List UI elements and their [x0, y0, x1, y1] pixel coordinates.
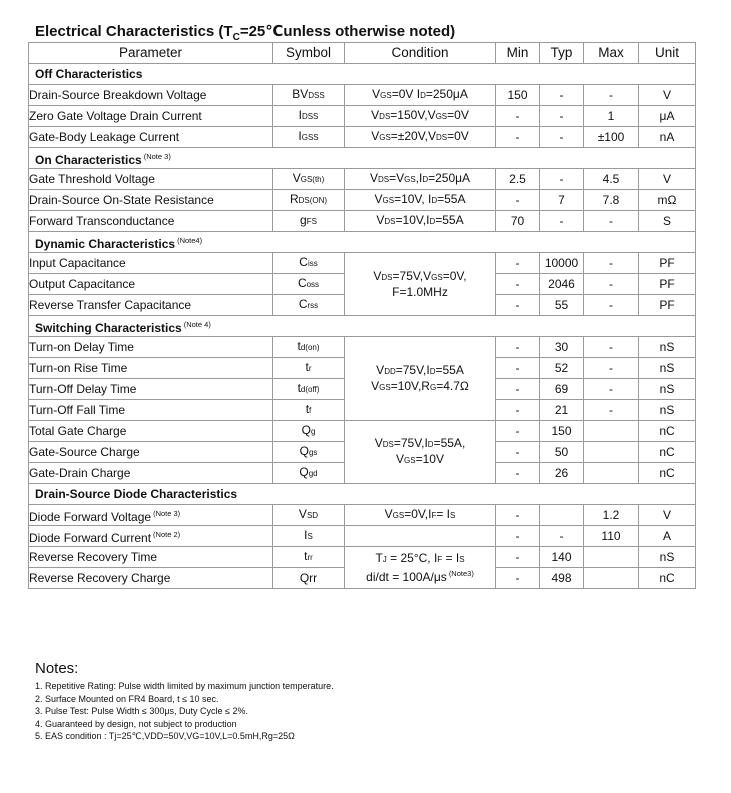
param-cell: Input Capacitance [29, 253, 273, 274]
header-unit: Unit [639, 43, 696, 64]
min-cell: - [496, 295, 540, 316]
typ-cell: 10000 [540, 253, 584, 274]
note-item: 1. Repetitive Rating: Pulse width limited by maximum junction temperature. [35, 681, 334, 691]
param-cell: Reverse Recovery Charge [29, 568, 273, 589]
max-cell: - [584, 379, 639, 400]
header-max: Max [584, 43, 639, 64]
unit-cell: PF [639, 295, 696, 316]
typ-cell: - [540, 127, 584, 148]
section-title: Dynamic Characteristics $^{(Note4)}$ [29, 232, 696, 253]
symbol-cell: IGSS [273, 127, 345, 148]
max-cell: 110 [584, 526, 639, 547]
unit-cell: nA [639, 127, 696, 148]
unit-cell: V [639, 85, 696, 106]
symbol-cell: IDSS [273, 106, 345, 127]
table-row [29, 421, 696, 442]
condition-cell: VDS=75V,VGS=0V, F=1.0MHz [345, 253, 496, 316]
condition-cell: VGS=±20V,VDS=0V [345, 127, 496, 148]
min-cell: - [496, 106, 540, 127]
condition-cell: VDD=75V,ID=55A VGS=10V,RG=4.7Ω [345, 337, 496, 421]
unit-cell: nC [639, 442, 696, 463]
min-cell: - [496, 505, 540, 526]
condition-cell: VGS=0V,IF= IS [345, 505, 496, 526]
condition-cell: VGS=0V ID=250μA [345, 85, 496, 106]
symbol-cell: Qgd [273, 463, 345, 484]
param-cell: Drain-Source On-State Resistance [29, 190, 273, 211]
param-cell: Turn-on Delay Time [29, 337, 273, 358]
section-title: Switching Characteristics $^{(Note 4)}$ [29, 316, 696, 337]
unit-cell: nC [639, 568, 696, 589]
typ-cell: - [540, 526, 584, 547]
typ-cell: 69 [540, 379, 584, 400]
param-cell: Total Gate Charge [29, 421, 273, 442]
unit-cell: nC [639, 463, 696, 484]
typ-cell: 21 [540, 400, 584, 421]
typ-cell: 150 [540, 421, 584, 442]
notes-title: Notes: [35, 660, 79, 677]
typ-cell: 50 [540, 442, 584, 463]
typ-cell: 30 [540, 337, 584, 358]
condition-cell: VDS=75V,ID=55A, VGS=10V [345, 421, 496, 484]
table-row [29, 526, 696, 547]
param-cell: Gate-Source Charge [29, 442, 273, 463]
min-cell: - [496, 463, 540, 484]
typ-cell: - [540, 85, 584, 106]
symbol-cell: Coss [273, 274, 345, 295]
typ-cell: 7 [540, 190, 584, 211]
table-row [29, 169, 696, 190]
max-cell: - [584, 211, 639, 232]
section-row-diode [29, 484, 696, 505]
unit-cell: μA [639, 106, 696, 127]
max-cell: - [584, 253, 639, 274]
typ-cell: - [540, 169, 584, 190]
max-cell: - [584, 358, 639, 379]
header-parameter: Parameter [29, 43, 273, 64]
unit-cell: S [639, 211, 696, 232]
min-cell: - [496, 400, 540, 421]
unit-cell: mΩ [639, 190, 696, 211]
electrical-characteristics-table [28, 42, 696, 589]
typ-cell: 2046 [540, 274, 584, 295]
min-cell: - [496, 358, 540, 379]
condition-cell: TJ = 25°C, IF = IS di/dt = 100A/μs $^{(Note3)}$ [345, 547, 496, 589]
min-cell: 2.5 [496, 169, 540, 190]
symbol-cell: VGS(th) [273, 169, 345, 190]
param-cell: Turn-on Rise Time [29, 358, 273, 379]
condition-cell: VDS=150V,VGS=0V [345, 106, 496, 127]
max-cell: - [584, 337, 639, 358]
table-row [29, 505, 696, 526]
typ-cell: 52 [540, 358, 584, 379]
header-row [29, 43, 696, 64]
header-typ: Typ [540, 43, 584, 64]
section-row-on [29, 148, 696, 169]
typ-cell: 498 [540, 568, 584, 589]
min-cell: - [496, 253, 540, 274]
symbol-cell: IS [273, 526, 345, 547]
min-cell: - [496, 127, 540, 148]
typ-cell: 26 [540, 463, 584, 484]
unit-cell: A [639, 526, 696, 547]
condition-cell [345, 526, 496, 547]
symbol-cell: trr [273, 547, 345, 568]
notes-section [35, 660, 334, 743]
section-title: Drain-Source Diode Characteristics [29, 484, 696, 505]
param-cell: Reverse Recovery Time [29, 547, 273, 568]
max-cell: 7.8 [584, 190, 639, 211]
param-cell: Zero Gate Voltage Drain Current [29, 106, 273, 127]
min-cell: - [496, 379, 540, 400]
typ-cell [540, 505, 584, 526]
symbol-cell: VSD [273, 505, 345, 526]
header-condition: Condition [345, 43, 496, 64]
param-cell: Diode Forward Current $^{(Note 2)}$ [29, 526, 273, 547]
table-row [29, 106, 696, 127]
max-cell [584, 568, 639, 589]
table-row [29, 127, 696, 148]
symbol-cell: tf [273, 400, 345, 421]
note-item: 4. Guaranteed by design, not subject to production [35, 718, 237, 729]
param-cell: Gate-Drain Charge [29, 463, 273, 484]
symbol-cell: tr [273, 358, 345, 379]
min-cell: 70 [496, 211, 540, 232]
condition-cell: VGS=10V, ID=55A [345, 190, 496, 211]
param-cell: Diode Forward Voltage $^{(Note 3)}$ [29, 505, 273, 526]
max-cell: - [584, 295, 639, 316]
max-cell [584, 421, 639, 442]
typ-cell: 140 [540, 547, 584, 568]
symbol-cell: Crss [273, 295, 345, 316]
typ-cell: - [540, 106, 584, 127]
symbol-cell: gFS [273, 211, 345, 232]
max-cell [584, 463, 639, 484]
min-cell: - [496, 568, 540, 589]
symbol-cell: Qrr [273, 568, 345, 589]
max-cell [584, 547, 639, 568]
symbol-cell: td(on) [273, 337, 345, 358]
max-cell: 1.2 [584, 505, 639, 526]
section-row-switching [29, 316, 696, 337]
min-cell: - [496, 547, 540, 568]
section-title: Off Characteristics [29, 64, 696, 85]
table-row [29, 85, 696, 106]
min-cell: - [496, 190, 540, 211]
section-row-off [29, 64, 696, 85]
min-cell: - [496, 526, 540, 547]
max-cell: 1 [584, 106, 639, 127]
min-cell: - [496, 442, 540, 463]
param-cell: Output Capacitance [29, 274, 273, 295]
table-row [29, 190, 696, 211]
section-row-dynamic [29, 232, 696, 253]
unit-cell: V [639, 505, 696, 526]
section-title: On Characteristics $^{(Note 3)}$ [29, 148, 696, 169]
min-cell: - [496, 421, 540, 442]
table-row [29, 337, 696, 358]
condition-cell: VDS=VGS,ID=250μA [345, 169, 496, 190]
param-cell: Reverse Transfer Capacitance [29, 295, 273, 316]
symbol-cell: Ciss [273, 253, 345, 274]
unit-cell: nS [639, 379, 696, 400]
typ-cell: - [540, 211, 584, 232]
unit-cell: nS [639, 400, 696, 421]
page-title: Electrical Characteristics ($T_C=25℃unless$ otherwise noted) [35, 23, 456, 43]
param-cell: Turn-Off Delay Time [29, 379, 273, 400]
table-row [29, 253, 696, 274]
symbol-cell: Qgs [273, 442, 345, 463]
table-row [29, 547, 696, 568]
max-cell: - [584, 400, 639, 421]
symbol-cell: RDS(ON) [273, 190, 345, 211]
min-cell: - [496, 274, 540, 295]
unit-cell: PF [639, 253, 696, 274]
symbol-cell: Qg [273, 421, 345, 442]
table-row [29, 211, 696, 232]
max-cell [584, 442, 639, 463]
param-cell: Gate-Body Leakage Current [29, 127, 273, 148]
param-cell: Turn-Off Fall Time [29, 400, 273, 421]
unit-cell: nS [639, 337, 696, 358]
unit-cell: PF [639, 274, 696, 295]
param-cell: Forward Transconductance [29, 211, 273, 232]
symbol-cell: BVDSS [273, 85, 345, 106]
min-cell: - [496, 337, 540, 358]
max-cell: 4.5 [584, 169, 639, 190]
min-cell: 150 [496, 85, 540, 106]
unit-cell: V [639, 169, 696, 190]
typ-cell: 55 [540, 295, 584, 316]
note-item: 5. EAS condition : Tj=25℃,VDD=50V,VG=10V,L=0.5mH,Rg=25Ω [35, 731, 295, 741]
condition-cell: VDS=10V,ID=55A [345, 211, 496, 232]
unit-cell: nC [639, 421, 696, 442]
symbol-cell: td(off) [273, 379, 345, 400]
unit-cell: nS [639, 358, 696, 379]
max-cell: - [584, 274, 639, 295]
note-item: 3. Pulse Test: Pulse Width ≤ 300μs, Duty Cycle ≤ 2%. [35, 706, 248, 716]
header-symbol: Symbol [273, 43, 345, 64]
unit-cell: nS [639, 547, 696, 568]
param-cell: Drain-Source Breakdown Voltage [29, 85, 273, 106]
param-cell: Gate Threshold Voltage [29, 169, 273, 190]
max-cell: - [584, 85, 639, 106]
max-cell: ±100 [584, 127, 639, 148]
header-min: Min [496, 43, 540, 64]
note-item: 2. Surface Mounted on FR4 Board, t ≤ 10 sec. [35, 693, 219, 704]
